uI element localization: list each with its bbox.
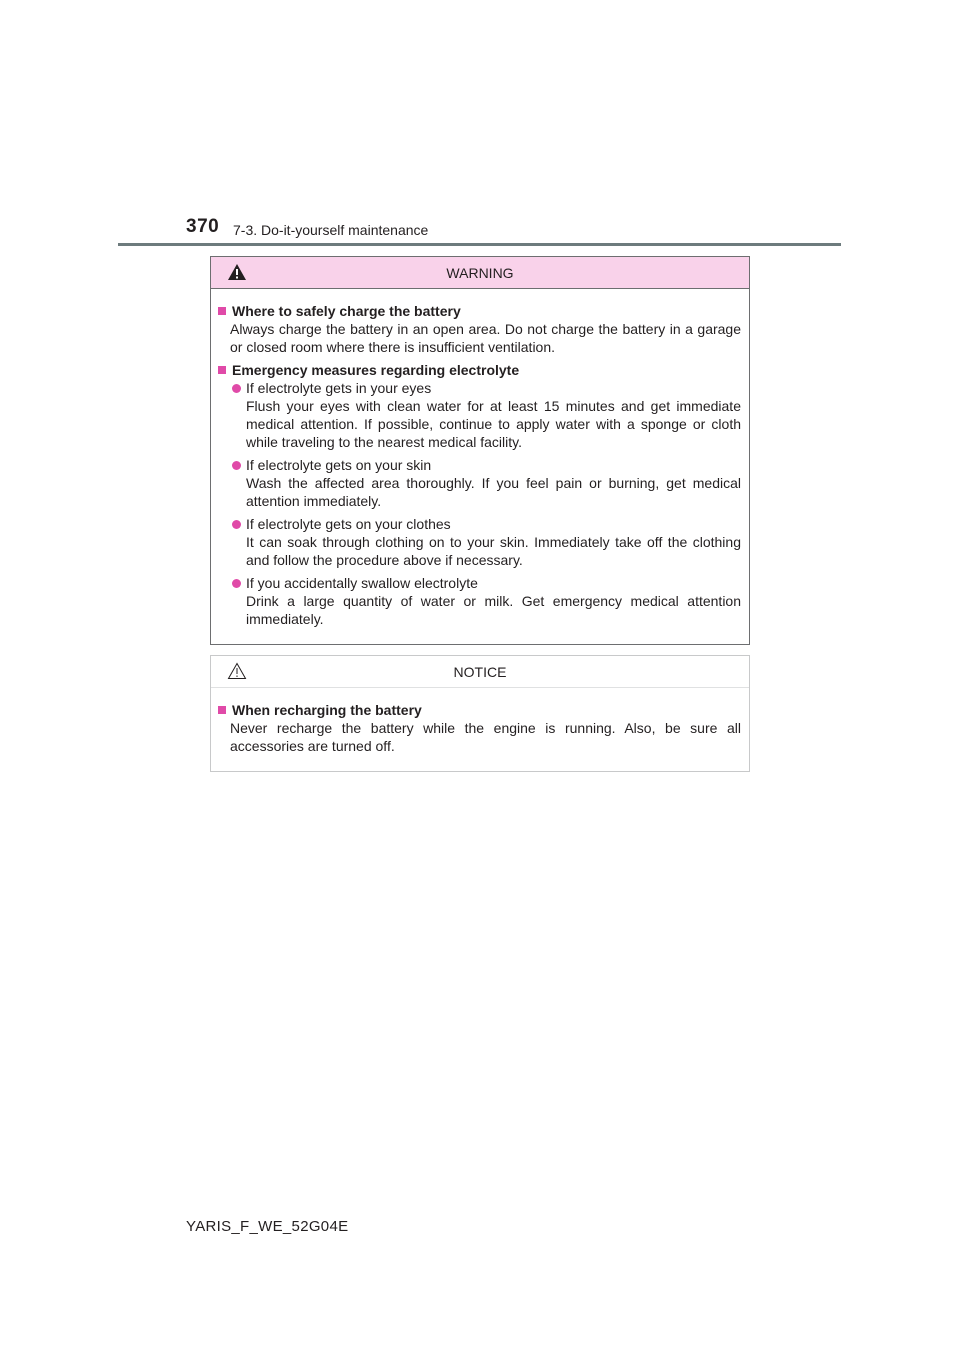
header-rule [118, 243, 841, 246]
square-bullet-icon [218, 706, 226, 714]
bullet-lead: If electrolyte gets on your clothes [246, 516, 451, 532]
list-item [232, 515, 741, 569]
warning-section-text: Always charge the battery in an open area. Do not charge the battery in a garage or closed room where there is insufficient ventilation. [230, 321, 741, 355]
list-item [232, 574, 741, 628]
square-bullet-icon [218, 366, 226, 374]
warning-label: WARNING [446, 264, 514, 281]
list-item [232, 456, 741, 510]
notice-triangle-icon [227, 662, 247, 680]
notice-box [210, 655, 750, 772]
bullet-lead: If you accidentally swallow electrolyte [246, 575, 478, 591]
list-item [232, 379, 741, 451]
section-title: 7-3. Do-it-yourself maintenance [233, 222, 429, 238]
warning-content [211, 289, 749, 628]
notice-label: NOTICE [453, 663, 507, 680]
circle-bullet-icon [232, 579, 241, 588]
bullet-lead: If electrolyte gets on your skin [246, 457, 432, 473]
warning-section-title: Emergency measures regarding electrolyte [217, 361, 741, 379]
warning-section-title: Where to safely charge the battery [217, 302, 741, 320]
notice-section-title: When recharging the battery [217, 701, 741, 719]
warning-header [211, 257, 749, 289]
warning-box [210, 256, 750, 645]
page-number: 370 [186, 216, 220, 237]
bullet-text: Wash the affected area thoroughly. If you feel pain or burning, get medical attention immediately. [246, 475, 741, 509]
bullet-lead: If electrolyte gets in your eyes [246, 380, 432, 396]
warning-triangle-icon [227, 263, 247, 281]
bullet-text: Drink a large quantity of water or milk. Get emergency medical attention immediately. [246, 593, 741, 627]
notice-header [211, 656, 749, 688]
notice-content [211, 688, 749, 755]
circle-bullet-icon [232, 520, 241, 529]
bullet-text: Flush your eyes with clean water for at least 15 minutes and get immediate medical attention. If possible, continue to apply water with a sponge or cloth while traveling to the nearest medical facility. [246, 398, 741, 450]
circle-bullet-icon [232, 461, 241, 470]
square-bullet-icon [218, 307, 226, 315]
bullet-text: It can soak through clothing on to your skin. Immediately take off the clothing and follow the procedure above if necessary. [246, 534, 741, 568]
notice-section-text: Never recharge the battery while the engine is running. Also, be sure all accessories are turned off. [230, 720, 741, 754]
document-code: YARIS_F_WE_52G04E [186, 1218, 349, 1235]
circle-bullet-icon [232, 384, 241, 393]
